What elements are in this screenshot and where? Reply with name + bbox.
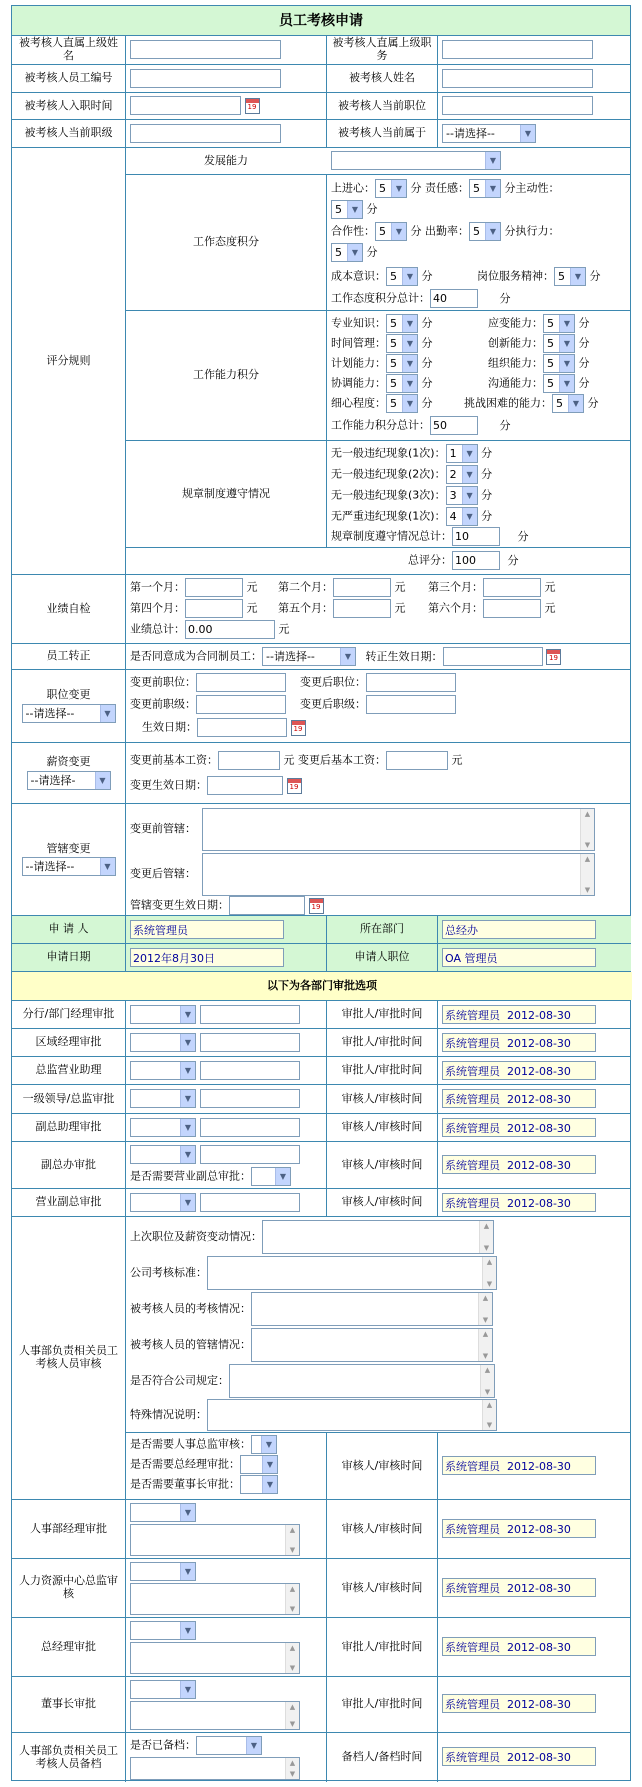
approval-input[interactable] (200, 1145, 300, 1164)
approval-label: 营业副总审批 (35, 1195, 102, 1209)
approval-select[interactable]: ▼ (130, 1680, 196, 1699)
month-input[interactable] (333, 578, 391, 597)
approver-label: 审核人/审核时间 (341, 1580, 423, 1594)
entry-date-input[interactable] (130, 96, 241, 115)
approver-label: 审批人/审批时间 (341, 1639, 423, 1653)
score-select[interactable]: 5 ▼ (552, 394, 584, 413)
archive-textarea[interactable]: ▲ ▼ (130, 1757, 300, 1780)
approval-input[interactable] (200, 1005, 300, 1024)
superior-name-label: 被考核人直属上级姓名 (19, 36, 118, 62)
archiver-label: 备档人/备档时间 (341, 1750, 423, 1764)
apply-date-input[interactable] (130, 948, 284, 967)
approval-input[interactable] (200, 1089, 300, 1108)
approval-label: 分行/部门经理审批 (22, 1007, 115, 1021)
final-approval-label: 人力资源中心总监审核 (19, 1574, 118, 1600)
emp-name-input[interactable] (442, 69, 593, 88)
score-select[interactable]: 3 ▼ (446, 486, 478, 505)
approval-input[interactable] (200, 1118, 300, 1137)
archiver-value[interactable] (442, 1747, 596, 1766)
before-salary-input[interactable] (218, 751, 280, 770)
current-rank-label: 被考核人当前职级 (24, 126, 113, 140)
calendar-icon[interactable]: 19 (309, 898, 324, 914)
approver-value[interactable] (442, 1578, 596, 1597)
approver-value[interactable] (442, 1061, 596, 1080)
score-select[interactable]: 5 ▼ (469, 222, 501, 241)
approval-label: 副总助理审批 (35, 1120, 102, 1134)
hr-textarea[interactable]: ▲ ▼ (251, 1328, 493, 1362)
approver-value[interactable] (442, 1005, 596, 1024)
form-title: 员工考核申请 (12, 6, 630, 36)
current-rank-input[interactable] (130, 124, 281, 143)
hr-textarea[interactable]: ▲ ▼ (229, 1364, 495, 1398)
final-approval-label: 董事长审批 (41, 1697, 96, 1711)
approval-select[interactable]: ▼ (130, 1562, 196, 1581)
approver-label: 审批人/审批时间 (341, 1007, 423, 1021)
approval-textarea[interactable]: ▲ ▼ (130, 1524, 300, 1556)
post-change-label: 职位变更 (46, 688, 91, 702)
score-select[interactable]: 5 ▼ (386, 334, 418, 353)
approver-value[interactable] (442, 1519, 596, 1538)
final-approval-label: 总经理审批 (41, 1639, 96, 1653)
hr-review-label: 人事部负责相关员工考核人员审核 (19, 1344, 118, 1370)
approval-select[interactable]: ▼ (130, 1089, 196, 1108)
archive-label: 人事部负责相关员工考核人员备档 (19, 1743, 118, 1770)
salary-date-input[interactable] (207, 776, 283, 795)
approver-label: 审核人/审核时间 (341, 1120, 423, 1134)
contract-select[interactable]: --请选择-- ▼ (262, 647, 356, 666)
current-post-label: 被考核人当前职位 (338, 98, 426, 112)
before-manage-textarea[interactable]: ▲ ▼ (202, 808, 595, 851)
score-select[interactable]: 5 ▼ (543, 314, 575, 333)
approver-value[interactable] (442, 1637, 596, 1656)
applicant-label: 申 请 人 (12, 916, 125, 943)
hr-textarea[interactable]: ▲ ▼ (207, 1256, 497, 1290)
applicant-input[interactable] (130, 920, 284, 939)
scoring-rules-label: 评分规则 (46, 353, 91, 367)
dept-label: 所在部门 (327, 916, 437, 943)
after-manage-textarea[interactable]: ▲ ▼ (202, 853, 595, 896)
score-select[interactable]: 5 ▼ (386, 314, 418, 333)
superior-post-label: 被考核人直属上级职务 (332, 36, 432, 62)
approval-label: 副总办审批 (41, 1157, 96, 1171)
score-select[interactable]: 5 ▼ (331, 243, 363, 262)
attitude-label: 工作态度积分 (193, 235, 259, 249)
manage-date-input[interactable] (229, 896, 305, 915)
total-score-input[interactable] (452, 551, 500, 570)
score-select[interactable]: 5 ▼ (386, 394, 418, 413)
dev-ability-select[interactable]: ▼ (331, 151, 501, 170)
approval-input[interactable] (200, 1061, 300, 1080)
emp-name-label: 被考核人姓名 (349, 71, 415, 85)
perf-total-input[interactable] (185, 620, 275, 639)
after-post-input[interactable] (366, 673, 456, 692)
score-select[interactable]: 5 ▼ (543, 354, 575, 373)
salary-change-select[interactable]: --请选择- ▼ (27, 771, 111, 790)
regular-date-input[interactable] (443, 647, 543, 666)
applicant-post-input[interactable] (442, 948, 596, 967)
approver-value[interactable] (442, 1456, 596, 1475)
manage-change-label: 管辖变更 (46, 841, 91, 855)
final-approval-label: 人事部经理审批 (30, 1521, 107, 1535)
score-select[interactable]: 1 ▼ (446, 444, 478, 463)
total-score-label: 总评分： (408, 553, 452, 567)
approver-value[interactable] (442, 1118, 596, 1137)
approver-value[interactable] (442, 1033, 596, 1052)
approval-select[interactable]: ▼ (251, 1167, 291, 1186)
post-change-cell (12, 670, 125, 742)
hr-textarea[interactable]: ▲ ▼ (207, 1399, 497, 1431)
applicant-post-label: 申请人职位 (327, 944, 437, 971)
score-select[interactable]: 5 ▼ (331, 200, 363, 219)
ability-label: 工作能力积分 (193, 368, 259, 382)
approver-label: 审核人/审核时间 (341, 1521, 423, 1535)
superior-name-input[interactable] (130, 40, 281, 59)
hr-select[interactable]: ▼ (240, 1475, 278, 1494)
approver-label: 审核人/审核时间 (341, 1458, 423, 1472)
apply-date-label: 申请日期 (12, 944, 125, 971)
after-salary-input[interactable] (386, 751, 448, 770)
score-select[interactable]: 5 ▼ (386, 354, 418, 373)
approval-textarea[interactable]: ▲ ▼ (130, 1583, 300, 1615)
entry-date-label: 被考核人入职时间 (24, 98, 113, 112)
approver-label: 审核人/审核时间 (341, 1157, 423, 1171)
post-date-input[interactable] (197, 718, 287, 737)
archive-select[interactable]: ▼ (196, 1736, 262, 1755)
employee-review-form: 员工考核申请 被考核人直属上级姓名 被考核人直属上级职务 被考核人员工编号 被考核人姓名 被考核人入职时间 19 被考核人当前职位 被考核人当前职级 被考核人当前属于 --请选择-- ▼ 评分规则 发展能力 ▼ 工作态度积分 上进心： 5 ▼ 分 责任感： 5 ▼ 分主动性： 5 ▼ 分 合作性： 5 ▼ 分 出勤率： 5 ▼ 分执行力： 5 ▼ 分 成本意识： 5 ▼ 分 岗位服务精神： 5 ▼ 分 工作态度积分总计：40 分 工作能力积分 专业知识： 5 ▼ 分 应变能力： 5 ▼ 分 时间管理： 5 ▼ 分 创新能力： 5 ▼ 分 计划能力： 5 ▼ 分 组织能力： 5 ▼ 分 协调能力： 5 ▼ 分 沟通能力： 5 ▼ 分 细心程度： 5 ▼ 分 挑战困难的能力： 5 ▼ 分 工作能力积分总计：50 分 规章制度遵守情况 无一般违纪现象(1次)： 1 ▼ 分 无一般违纪现象(2次)： 2 ▼ 分 无一般违纪现象(3次)： 3 ▼ 分 无严重违纪现象(1次)： 4 ▼ 分 规章制度遵守情况总计：10 分 总评分：100 分 业绩自检 第一个月： 元 第二个月： 元 第三个月： 元 第四个月： 元 第五个月： 元 第六个月： 元 业绩总计：0.00 元 员工转正 是否同意成为合同制员工： --请选择-- ▼ 转正生效日期： 19 职位变更 --请选择-- ▼ 变更前职位： 变更后职位： 变更前职级： 变更后职级： 生效日期： 19 薪资变更 --请选择- ▼ 变更前基本工资： 元 变更后基本工资： 元 变更生效日期： 19 管辖变更 --请选择-- ▼ 变更前管辖： ▲ ▼ 变更后管辖： ▲ ▼ 管辖变更生效日期： 19 申 请 人 系统管理员 所在部门 总经办 申请日期 2012年8月30日 申请人职位 OA 管理员 以下为各部门审批选项 分行/部门经理审批 ▼ 审批人/审批时间 系统管理员 2012-08-30 区域经理审批 ▼ 审批人/审批时间 系统管理员 2012-08-30 总监营业助理 ▼ 审批人/审批时间 系统管理员 2012-08-30 一级领导/总监审批 ▼ 审核人/审核时间 系统管理员 2012-08-30 副总助理审批 ▼ 审核人/审核时间 系统管理员 2012-08-30 副总办审批 ▼ 是否需要营业副总审批： ▼ 审核人/审核时间 系统管理员 2012-08-30 营业副总审批 ▼ 审核人/审核时间 系统管理员 2012-08-30 人事部负责相关员工考核人员审核 上次职位及薪资变动情况： ▲ ▼ 公司考核标准： ▲ ▼ 被考核人员的考核情况： ▲ ▼ 被考核人员的管辖情况： ▲ ▼ 是否符合公司规定： ▲ ▼ 特殊情况说明： ▲ ▼ 是否需要人事总监审核： ▼ 是否需要总经理审批： ▼ 是否需要董事长审批： ▼ 审核人/审核时间 系统管理员 2012-08-30 人事部经理审批 ▼ ▲ ▼ 审核人/审核时间 系统管理员 2012-08-30 人力资源中心总监审核 ▼ ▲ ▼ 审核人/审核时间 系统管理员 2012-08-30 总经理审批 ▼ ▲ ▼ 审批人/审批时间 系统管理员 2012-08-30 董事长审批 ▼ ▲ ▼ 审批人/审批时间 系统管理员 2012-08-30 人事部负责相关员工考核人员备档 是否已备档： ▼ ▲ ▼ 备档人/备档时间 系统管理员 2012-08-30 (11, 5, 631, 1781)
approval-select[interactable]: ▼ (130, 1193, 196, 1212)
approval-label: 总监营业助理 (35, 1063, 102, 1077)
score-select[interactable]: 5 ▼ (375, 179, 407, 198)
score-select[interactable]: 5 ▼ (469, 179, 501, 198)
chevron-down-icon: ▼ (520, 125, 535, 142)
approvals-title: 以下为各部门审批选项 (12, 972, 632, 1000)
approval-textarea[interactable]: ▲ ▼ (130, 1642, 300, 1674)
hr-select[interactable]: ▼ (251, 1435, 277, 1454)
hr-textarea[interactable]: ▲ ▼ (251, 1292, 493, 1326)
approval-select[interactable]: ▼ (130, 1621, 196, 1640)
belong-select[interactable]: --请选择-- ▼ (442, 124, 536, 143)
emp-no-input[interactable] (130, 69, 281, 88)
current-belong-label: 被考核人当前属于 (338, 126, 426, 140)
discipline-total-input[interactable] (452, 527, 500, 546)
approver-label: 审批人/审批时间 (341, 1063, 423, 1077)
before-post-input[interactable] (196, 673, 286, 692)
month-input[interactable] (185, 599, 243, 618)
approver-value[interactable] (442, 1694, 596, 1713)
month-input[interactable] (483, 578, 541, 597)
before-rank-input[interactable] (196, 695, 286, 714)
regularization-label: 员工转正 (46, 649, 91, 663)
emp-no-label: 被考核人员工编号 (24, 71, 113, 85)
post-change-select[interactable]: --请选择-- ▼ (22, 704, 116, 723)
calendar-icon[interactable]: 19 (287, 778, 302, 794)
dev-ability-label: 发展能力 (204, 153, 248, 167)
approval-select[interactable]: ▼ (130, 1145, 196, 1164)
approval-label: 区域经理审批 (35, 1035, 102, 1049)
score-select[interactable]: 4 ▼ (446, 507, 478, 526)
calendar-icon[interactable]: 19 (291, 720, 306, 736)
salary-change-cell (12, 743, 125, 803)
approval-select[interactable]: ▼ (130, 1503, 196, 1522)
hr-select[interactable]: ▼ (240, 1455, 278, 1474)
score-select[interactable]: 2 ▼ (446, 465, 478, 484)
score-select[interactable]: 5 ▼ (554, 267, 586, 286)
approver-label: 审批人/审批时间 (341, 1035, 423, 1049)
score-select[interactable]: 5 ▼ (386, 267, 418, 286)
score-select[interactable]: 5 ▼ (543, 334, 575, 353)
approver-value[interactable] (442, 1155, 596, 1174)
attitude-total-input[interactable] (430, 289, 478, 308)
approver-label: 审核人/审核时间 (341, 1195, 423, 1209)
approval-input[interactable] (200, 1193, 300, 1212)
approval-select[interactable]: ▼ (130, 1118, 196, 1137)
month-input[interactable] (185, 578, 243, 597)
month-input[interactable] (333, 599, 391, 618)
superior-post-input[interactable] (442, 40, 593, 59)
approval-select[interactable]: ▼ (130, 1005, 196, 1024)
dept-input[interactable] (442, 920, 596, 939)
after-rank-input[interactable] (366, 695, 456, 714)
hr-textarea[interactable]: ▲ ▼ (262, 1220, 494, 1254)
discipline-label: 规章制度遵守情况 (182, 486, 270, 500)
score-select[interactable]: 5 ▼ (375, 222, 407, 241)
ability-total-input[interactable] (430, 416, 478, 435)
calendar-icon[interactable]: 19 (245, 98, 260, 114)
salary-change-label: 薪资变更 (46, 755, 91, 769)
perf-check-label: 业绩自检 (46, 601, 91, 615)
month-input[interactable] (483, 599, 541, 618)
approver-label: 审批人/审批时间 (341, 1697, 423, 1711)
approver-value[interactable] (442, 1089, 596, 1108)
approval-label: 一级领导/总监审批 (22, 1091, 115, 1105)
approval-textarea[interactable]: ▲ ▼ (130, 1701, 300, 1730)
calendar-icon[interactable]: 19 (546, 649, 561, 665)
approval-select[interactable]: ▼ (130, 1033, 196, 1052)
approver-label: 审核人/审核时间 (341, 1091, 423, 1105)
approver-value[interactable] (442, 1193, 596, 1212)
approval-input[interactable] (200, 1033, 300, 1052)
approval-select[interactable]: ▼ (130, 1061, 196, 1080)
current-post-input[interactable] (442, 96, 593, 115)
manage-change-select[interactable]: --请选择-- ▼ (22, 857, 116, 876)
score-select[interactable]: 5 ▼ (386, 374, 418, 393)
manage-change-cell (12, 804, 125, 915)
score-select[interactable]: 5 ▼ (543, 374, 575, 393)
